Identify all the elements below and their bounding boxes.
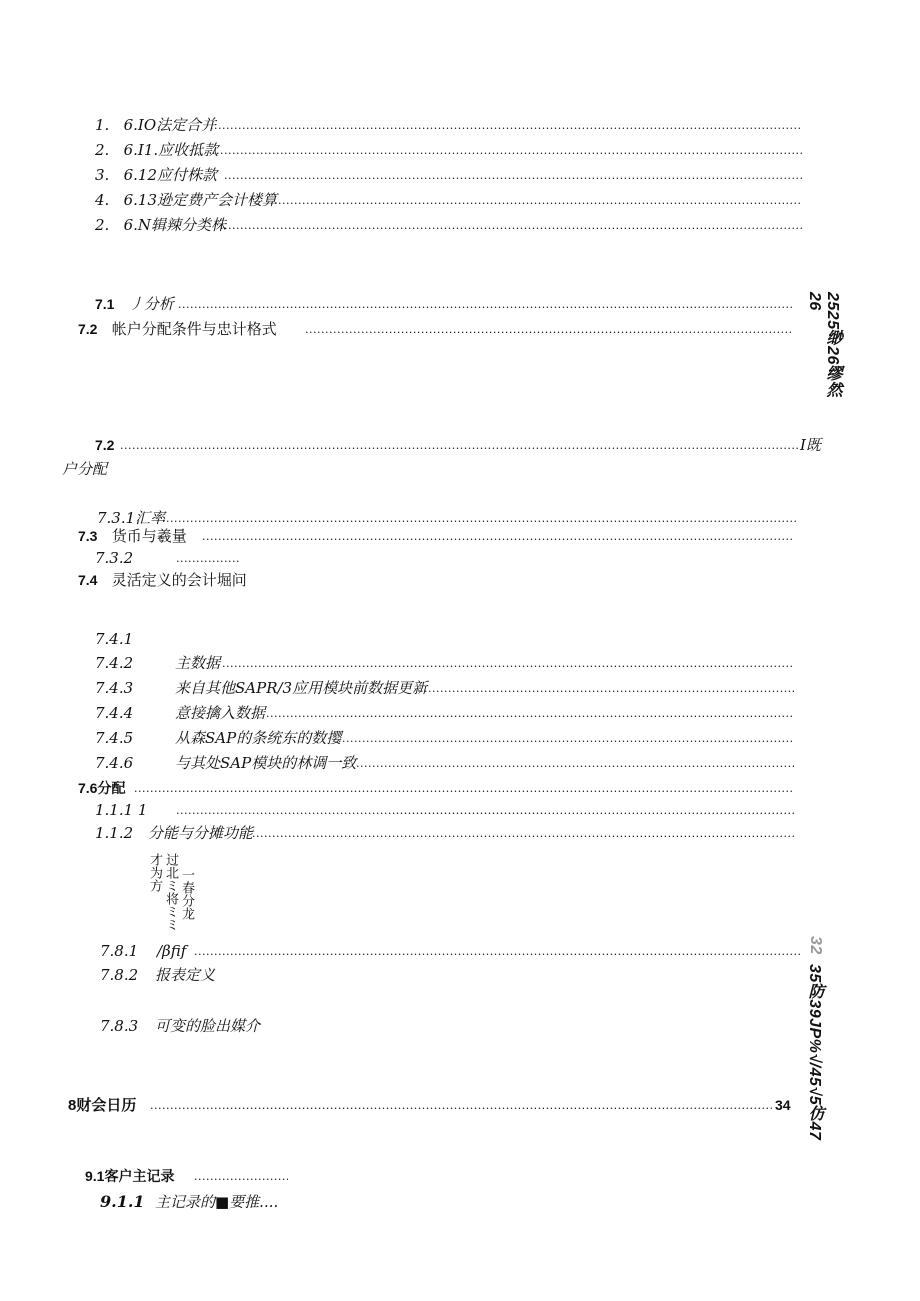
toc-entry-7-4-2[interactable]: 7.4.2 <box>95 654 134 672</box>
toc-entry-1-1-1[interactable]: 1.1.1 1 <box>95 801 148 819</box>
leader-dots <box>162 510 796 528</box>
toc-entry-7-4-5[interactable]: 7.4.5 <box>95 729 134 747</box>
toc-entry-8[interactable]: 8财会日历 <box>68 1097 137 1114</box>
toc-entry-label: 可变的脸出媒介 <box>155 1017 261 1035</box>
toc-entry-7-3-2[interactable]: 7.3.2 <box>95 549 134 567</box>
toc-entry-9-1[interactable]: 9.1客户主记录 <box>85 1168 175 1184</box>
leader-dots <box>270 192 802 210</box>
toc-entry-7-4-3[interactable]: 7.4.3 <box>95 679 134 697</box>
leader-dots <box>202 528 793 546</box>
leader-dots <box>266 705 794 723</box>
leader-dots <box>212 142 802 160</box>
toc-entry-label: 来自其他SAPR/3应用模块前数据更新 <box>175 679 428 697</box>
toc-entry-label: 分能与分摊功能 <box>148 824 254 842</box>
toc-continuation: 户分配 <box>62 460 108 478</box>
leader-dots <box>305 321 793 339</box>
page-ref: I既 <box>800 436 821 454</box>
leader-dots <box>134 780 794 798</box>
toc-entry-7-2-alt[interactable]: 7.2 <box>95 437 115 453</box>
toc-entry-1-1-2[interactable]: 1.1.2 <box>95 824 134 842</box>
leader-dots <box>220 217 802 235</box>
leader-dots <box>176 550 239 568</box>
toc-entry-7-2[interactable]: 7.2 帐户分配条件与忠计格式 <box>78 320 277 338</box>
page-numbers-faint: 32 <box>807 936 824 955</box>
toc-entry-label: 主数据 <box>175 654 221 672</box>
toc-entry-7-4-1[interactable]: 7.4.1 <box>95 630 134 648</box>
page-numbers-column: 2525缈26缪然26 <box>806 292 841 398</box>
leader-dots <box>356 755 794 773</box>
leader-dots <box>224 167 802 185</box>
toc-entry-7-3-1[interactable]: 7.3.1汇率 <box>97 509 166 527</box>
toc-entry-9-1-1[interactable]: 9.1.1 <box>100 1192 145 1211</box>
leader-dots <box>420 680 794 698</box>
leader-dots <box>338 730 794 748</box>
leader-dots <box>176 802 794 820</box>
leader-dots <box>120 437 800 455</box>
leader-dots <box>222 655 794 673</box>
toc-entry-label: 与其处SAP模块的林调一致 <box>175 754 357 772</box>
toc-entry-label: /βfif <box>157 942 187 960</box>
toc-entry-7-8-2[interactable]: 7.8.2 <box>100 966 139 984</box>
leader-dots <box>194 943 800 961</box>
toc-entry[interactable]: 2. 6.N辑辣分类株 <box>95 216 227 234</box>
toc-entry-7-8-3[interactable]: 7.8.3 <box>100 1017 139 1035</box>
toc-entry-7-4-6[interactable]: 7.4.6 <box>95 754 134 772</box>
toc-entry-7-6[interactable]: 7.6分配 <box>78 780 126 796</box>
toc-entry[interactable]: 1. 6.IO法定合并 <box>95 116 217 134</box>
toc-entry-label: 从森SAP的条统东的数撄 <box>175 729 342 747</box>
leader-dots <box>210 117 802 135</box>
toc-entry-7-8-1[interactable]: 7.8.1 <box>100 942 139 960</box>
page-numbers-column-2: 35防39JP%√/45√5仿47 <box>806 964 823 1141</box>
toc-entry-label: 意接擒入数据 <box>175 704 266 722</box>
vertical-text-col-1: 才为方 <box>147 853 162 892</box>
leader-dots <box>252 825 794 843</box>
vertical-text-col-2: 过北ミ将ミミ <box>163 853 178 931</box>
toc-entry-7-3[interactable]: 7.3 货币与羲量 <box>78 527 187 545</box>
toc-entry-7-1[interactable]: 7.1 丿分析 <box>95 295 174 313</box>
toc-entry-7-4-4[interactable]: 7.4.4 <box>95 704 134 722</box>
toc-entry[interactable]: 4. 6.13逊定费产会计楼算 <box>95 191 278 209</box>
page-number: 34 <box>775 1097 791 1113</box>
toc-entry[interactable]: 3. 6.12应付株款 <box>95 166 218 184</box>
leader-dots <box>178 296 793 314</box>
leader-dots <box>150 1097 772 1115</box>
leader-dots <box>194 1168 288 1186</box>
toc-entry[interactable]: 2. 6.I1.应收抵款 <box>95 141 219 159</box>
toc-entry-label: 报表定义 <box>155 966 216 984</box>
toc-entry-label: 主记录的■要推.... <box>155 1193 279 1211</box>
vertical-text-col-3: 一春分龙 <box>179 868 194 920</box>
toc-entry-7-4[interactable]: 7.4 灵活定义的会计堀问 <box>78 571 247 589</box>
